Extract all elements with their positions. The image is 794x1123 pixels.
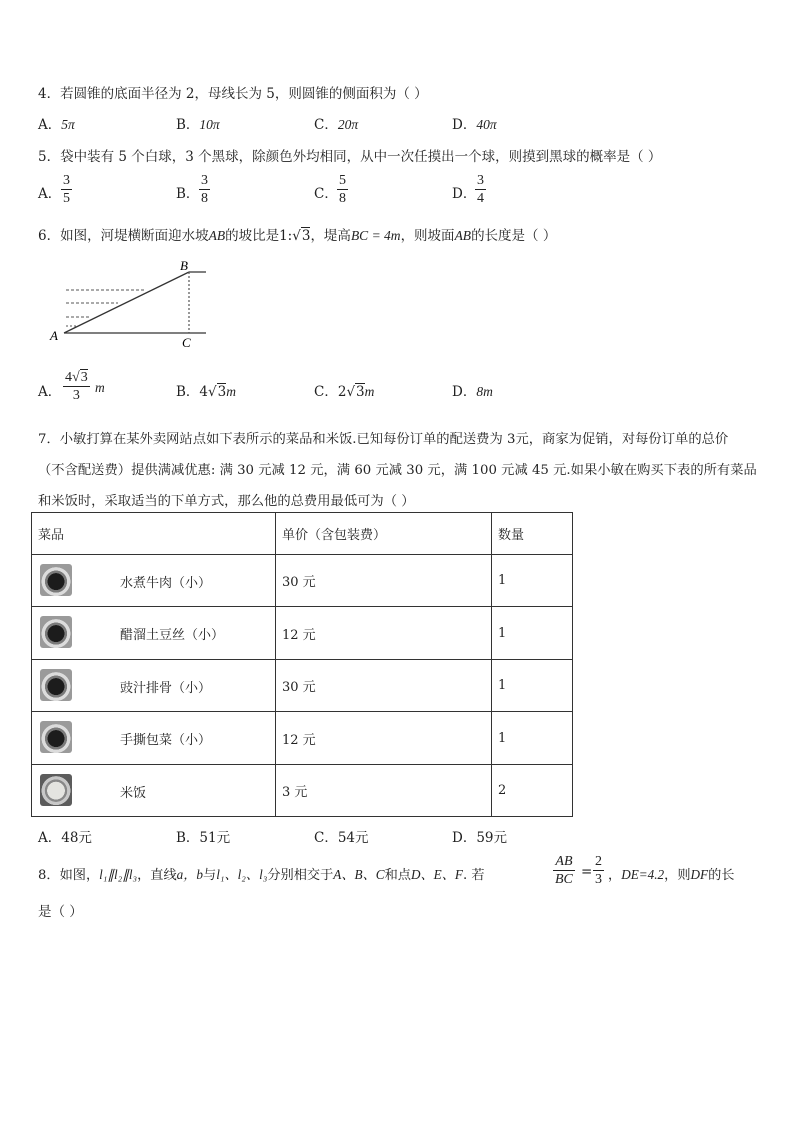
header-price: 单价（含包装费） (276, 513, 492, 555)
q6-option-c: C．2√3m (314, 384, 375, 400)
dish-cell: 豉汁排骨（小） (32, 660, 276, 712)
price-cell: 30 元 (276, 660, 492, 712)
q6-option-b: B．4√3m (176, 384, 236, 400)
q7-option-d: D．59元 (452, 830, 508, 846)
table-row (32, 660, 573, 712)
embankment-figure (48, 258, 218, 350)
q8-stem-part2: ，DE=4.2，则DF的长 (608, 867, 735, 883)
q8-value-fraction: $\frac{2}{3}$ (595, 854, 602, 887)
q6-stem: 6．如图，河堤横断面迎水坡AB的坡比是1:√3，堤高BC = 4m，则坡面AB的长度是（ ） (38, 228, 557, 244)
q5-option-a-label: A． (38, 186, 62, 202)
q7-option-c: C．54元 (314, 830, 369, 846)
dish-photo (40, 721, 72, 753)
point-a-label: A (50, 328, 58, 343)
table-row (32, 712, 573, 765)
q5-option-d-fraction: $\frac{3}{4}$ (477, 173, 484, 206)
q6-option-a-unit: m (95, 380, 105, 395)
q5-stem: 5．袋中装有 5 个白球，3 个黑球，除颜色外均相同，从中一次任摸出一个球，则摸到黑球的概率是（ ） (38, 149, 662, 165)
dish-photo (40, 616, 72, 648)
table-header-row (32, 513, 573, 555)
q6-option-d: D．8m (452, 384, 493, 400)
q4-option-d: D．40π (452, 117, 497, 133)
q7-stem-line2: （不含配送费）提供满减优惠: 满 30 元减 12 元，满 60 元减 30 元，满 100 元减 45 元.如果小敏在购买下表的所有菜品 (38, 463, 757, 478)
qty-cell: 1 (492, 712, 573, 765)
price-cell: 12 元 (276, 712, 492, 765)
dish-cell: 醋溜土豆丝（小） (32, 607, 276, 660)
q5-option-b-label: B． (176, 186, 200, 202)
price-cell: 3 元 (276, 765, 492, 817)
q7-stem-line3: 和米饭时，采取适当的下单方式，那么他的总费用最低可为（ ） (38, 494, 415, 509)
q7-option-a: A．48元 (38, 830, 92, 846)
q4-stem: 4．若圆锥的底面半径为 2，母线长为 5，则圆锥的侧面积为（ ） (38, 86, 428, 102)
rice-photo (40, 774, 72, 806)
header-dish: 菜品 (32, 513, 276, 555)
price-cell: 30 元 (276, 555, 492, 607)
dish-cell: 米饭 (32, 765, 276, 817)
dish-photo (40, 669, 72, 701)
header-qty: 数量 (492, 513, 573, 555)
dish-cell: 水煮牛肉（小） (32, 555, 276, 607)
price-cell: 12 元 (276, 607, 492, 660)
q5-option-c-fraction: $\frac{5}{8}$ (339, 173, 346, 206)
qty-cell: 2 (492, 765, 573, 817)
qty-cell: 1 (492, 660, 573, 712)
dish-photo (40, 564, 72, 596)
q7-option-b: B．51元 (176, 830, 231, 846)
q8-stem-part1: 8．如图，l₁∥l₂∥l₃，直线a，b与l₁、l₂、l₃分别相交于A、B、C和点D、E、F. 若 (38, 867, 485, 883)
menu-table (31, 512, 573, 817)
q5-option-d-label: D． (452, 186, 477, 202)
q8-ratio-fraction: $\frac{AB}{BC}$ (555, 854, 573, 887)
qty-cell: 1 (492, 555, 573, 607)
qty-cell: 1 (492, 607, 573, 660)
q4-option-b: B．10π (176, 117, 220, 133)
q8-equals: = (581, 864, 593, 880)
q5-option-b-fraction: $\frac{3}{8}$ (201, 173, 208, 206)
table-row (32, 765, 573, 817)
dish-cell: 手撕包菜（小） (32, 712, 276, 765)
q5-option-c-label: C． (314, 186, 338, 202)
q6-option-a-label: A． (38, 384, 62, 400)
q4-option-c: C．20π (314, 117, 359, 133)
table-row (32, 555, 573, 607)
q8-stem-line2: 是（ ） (38, 904, 83, 920)
q7-stem-line1: 7．小敏打算在某外卖网站点如下表所示的菜品和米饭.已知每份订单的配送费为 3元，商家为促销，对每份订单的总价 (38, 432, 729, 447)
q4-option-a: A．5π (38, 117, 75, 133)
point-b-label: B (180, 258, 188, 273)
point-c-label: C (182, 335, 191, 350)
table-row (32, 607, 573, 660)
q6-option-a-fraction: $\frac{4√3}{3}$ (65, 370, 88, 403)
q5-option-a-fraction: $\frac{3}{5}$ (63, 173, 70, 206)
